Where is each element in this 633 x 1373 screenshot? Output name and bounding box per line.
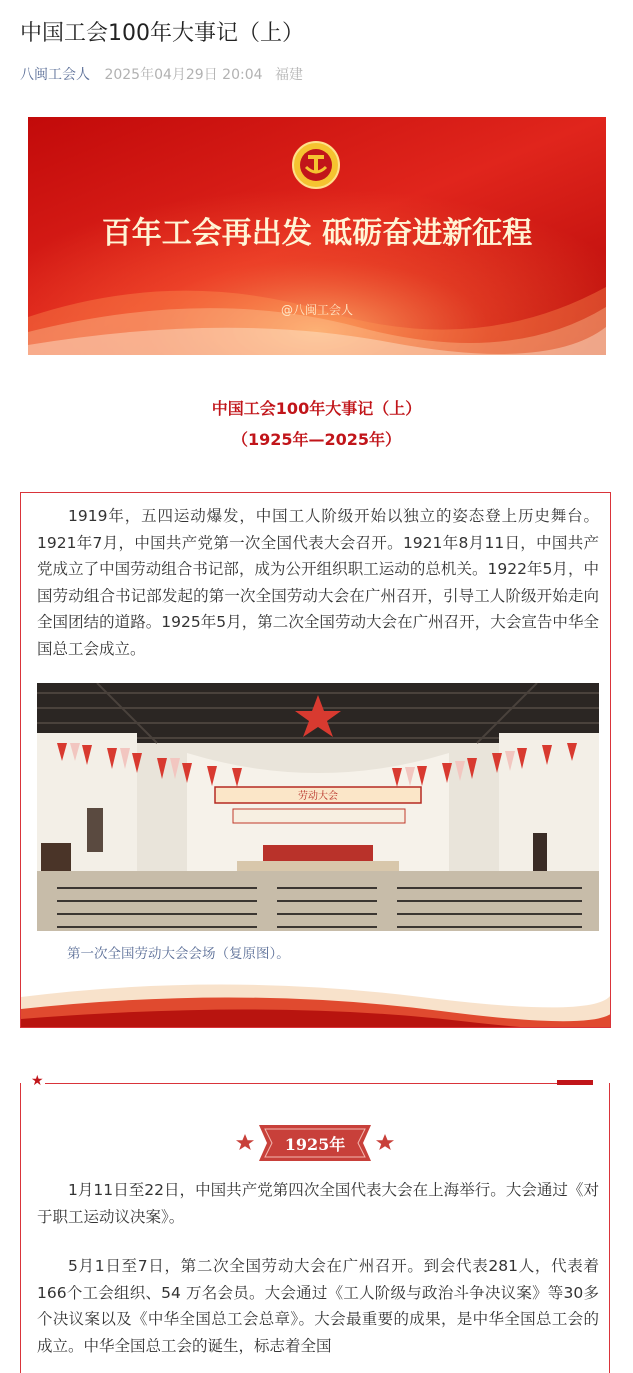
- article-meta: [20, 64, 303, 86]
- year-badge: [235, 1123, 395, 1163]
- publish-date: 2025年04月29日 20:04: [104, 67, 263, 83]
- event-paragraph: 1月11日至22日，中国共产党第四次全国代表大会在上海举行。大会通过《对于职工运动议决案》。: [37, 1181, 599, 1226]
- author-link[interactable]: 八闽工会人: [20, 67, 90, 83]
- banner-image: [28, 117, 606, 355]
- union-emblem-icon: [293, 142, 339, 188]
- photo-caption: 第一次全国劳动大会会场（复原图）。: [67, 946, 290, 962]
- section-heading: 中国工会100年大事记（上）: [211, 399, 422, 418]
- corner-tab: [557, 1080, 593, 1085]
- hall-sign: 劳动大会: [298, 791, 338, 802]
- intro-box: [20, 492, 611, 1028]
- event-paragraph: 5月1日至7日，第二次全国劳动大会在广州召开。到会代表281人，代表着166个工会组织、54 万名会员。大会通过《工人阶级与政治斗争决议案》等30多个决议案以及《中华全国总工会总章》。大会最重要的成果，是中华全国总工会的成立。中华全国总工会的诞生，标志着全国: [37, 1257, 599, 1355]
- decorative-wave: [21, 967, 611, 1027]
- year-label: 1925年: [284, 1135, 346, 1154]
- publish-location: 福建: [274, 67, 303, 83]
- star-icon: ★: [31, 1073, 44, 1089]
- year-1925-box: [20, 1073, 610, 1373]
- section-subheading: （1925年—2025年）: [231, 430, 402, 449]
- box-top-border: [45, 1083, 591, 1084]
- intro-paragraph: 1919年，五四运动爆发，中国工人阶级开始以独立的姿态登上历史舞台。1921年7月，中国共产党第一次全国代表大会召开。1921年8月11日，中国共产党成立了中国劳动组合书记部，成为公开组织职工运动的总机关。1922年5月，中国劳动组合书记部发起的第一次全国劳动大会在广州召开，引导工人阶级开始走向全国团结的道路。1925年5月，第二次全国劳动大会在广州召开，大会宣告中华全国总工会成立。: [37, 507, 599, 658]
- banner-headline: 百年工会再出发 砥砺奋进新征程: [101, 216, 533, 251]
- article-title: 中国工会100年大事记（上）: [20, 21, 304, 46]
- banner-watermark: @八闽工会人: [280, 303, 354, 317]
- congress-hall-photo: [37, 683, 599, 931]
